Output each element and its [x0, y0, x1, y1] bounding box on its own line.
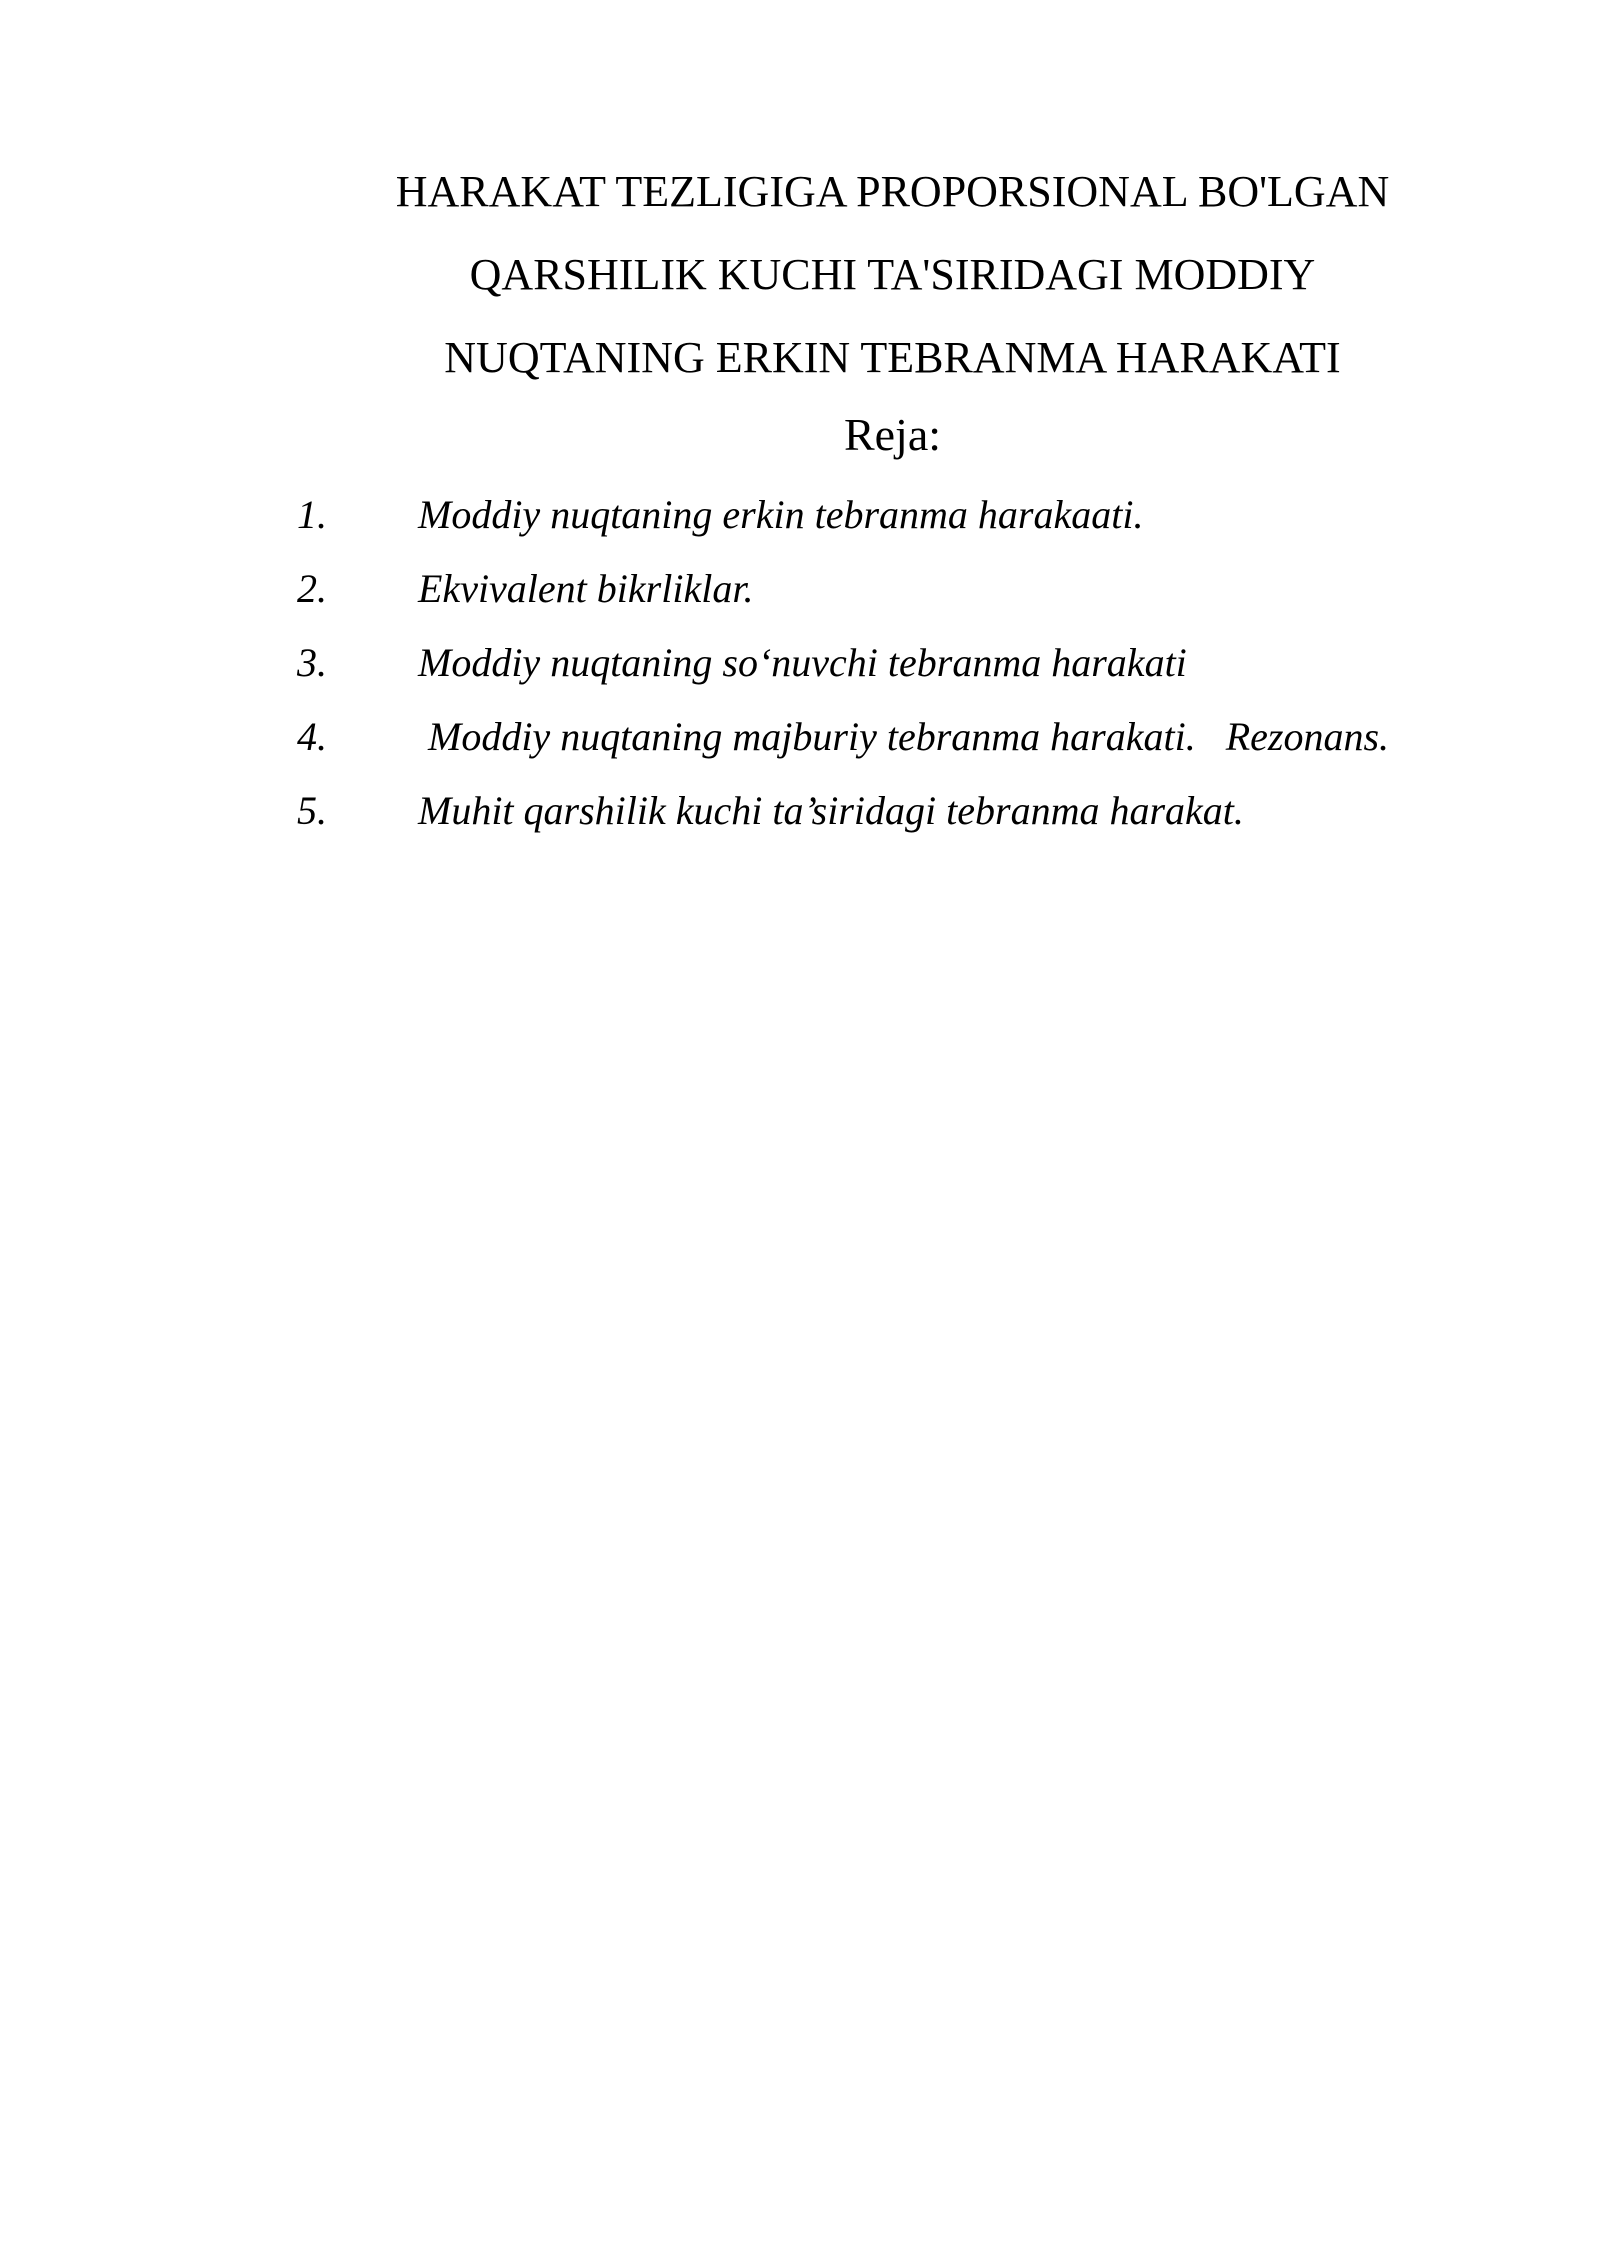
plan-item [0, 552, 1600, 626]
plan-item-text: Moddiy nuqtaning majburiy tebranma harakati. Rezonans. [418, 714, 1390, 759]
plan-list [0, 478, 1600, 848]
plan-item-text: Muhit qarshilik kuchi ta’siridagi tebranma harakat. [418, 788, 1244, 833]
plan-item [0, 700, 1600, 774]
plan-item-number: 5. [297, 788, 327, 833]
plan-item-number: 3. [297, 640, 327, 685]
plan-item-text: Ekvivalent bikrliklar. [418, 566, 754, 611]
plan-item-text: Moddiy nuqtaning erkin tebranma harakaati. [418, 492, 1144, 537]
document-title [290, 150, 1495, 399]
plan-heading: Reja: [843, 409, 942, 460]
plan-item-number: 4. [297, 714, 327, 759]
plan-item [0, 478, 1600, 552]
plan-item-number: 2. [297, 566, 327, 611]
title-line: NUQTANING ERKIN TEBRANMA HARAKATI [444, 333, 1341, 382]
plan-item [0, 774, 1600, 848]
plan-item [0, 626, 1600, 700]
title-line: HARAKAT TEZLIGIGA PROPORSIONAL BO'LGAN [395, 167, 1390, 216]
title-line: QARSHILIK KUCHI TA'SIRIDAGI MODDIY [469, 250, 1316, 299]
plan-item-number: 1. [297, 492, 327, 537]
plan-item-text: Moddiy nuqtaning so‘nuvchi tebranma harakati [418, 640, 1187, 685]
